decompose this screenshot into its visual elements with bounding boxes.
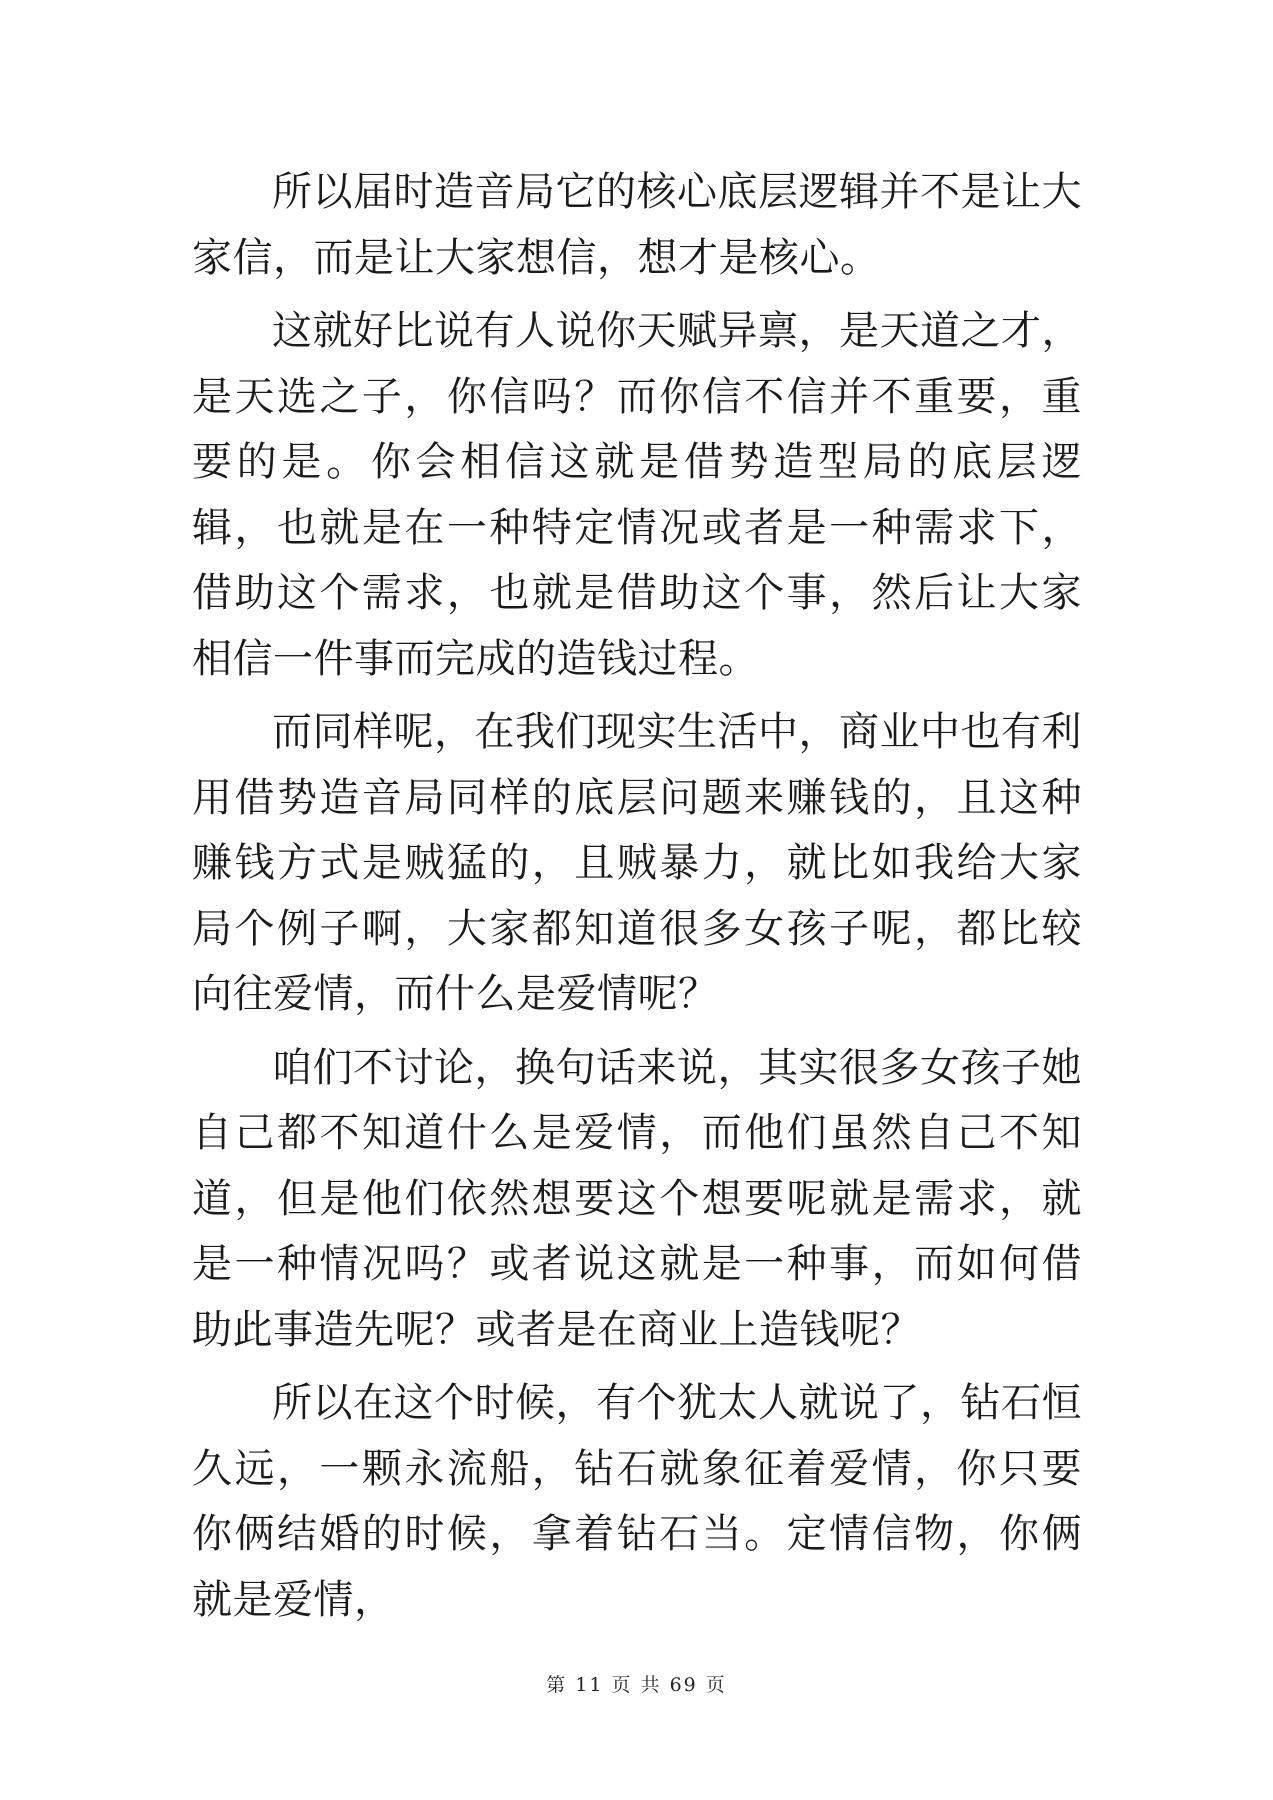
footer-current-page: 11 bbox=[575, 1674, 604, 1696]
paragraph-1: 所以届时造音局它的核心底层逻辑并不是让大家信，而是让大家想信，想才是核心。 bbox=[192, 169, 1082, 281]
paragraph-4: 咱们不讨论，换句话来说，其实很多女孩子她自己都不知道什么是爱情，而他们虽然自己不知道，但是他们依然想要这个想要呢就是需求，就是一种情况吗？或者说这就是一种事，而如何借助此事造先呢？或者是在商业上造钱呢？ bbox=[192, 1044, 1082, 1353]
paragraph-3: 而同样呢，在我们现实生活中，商业中也有利用借势造音局同样的底层问题来赚钱的，且这种赚钱方式是贼猛的，且贼暴力，就比如我给大家局个例子啊，大家都知道很多女孩子呢，都比较向往爱情，而什么是爱情呢？ bbox=[192, 709, 1082, 1017]
paragraph-5: 所以在这个时候，有个犹太人就说了，钻石恒久远，一颗永流船，钻石就象征着爱情，你只要你俩结婚的时候，拿着钻石当。定情信物，你俩就是爱情， bbox=[192, 1380, 1082, 1623]
footer-total-pages: 69 bbox=[669, 1674, 698, 1696]
footer-prefix: 第 bbox=[546, 1674, 568, 1696]
paragraph-2: 这就好比说有人说你天赋异禀，是天道之才，是天选之子，你信吗？而你信不信并不重要，重要的是。你会相信这就是借势造型局的底层逻辑，也就是在一种特定情况或者是一种需求下，借助这个需求，也就是借助这个事，然后让大家相信一件事而完成的造钱过程。 bbox=[192, 308, 1082, 682]
body-text bbox=[192, 160, 1082, 1641]
page-footer bbox=[0, 1670, 1273, 1697]
footer-suffix: 页 bbox=[705, 1674, 727, 1696]
footer-middle: 页 共 bbox=[611, 1674, 662, 1696]
